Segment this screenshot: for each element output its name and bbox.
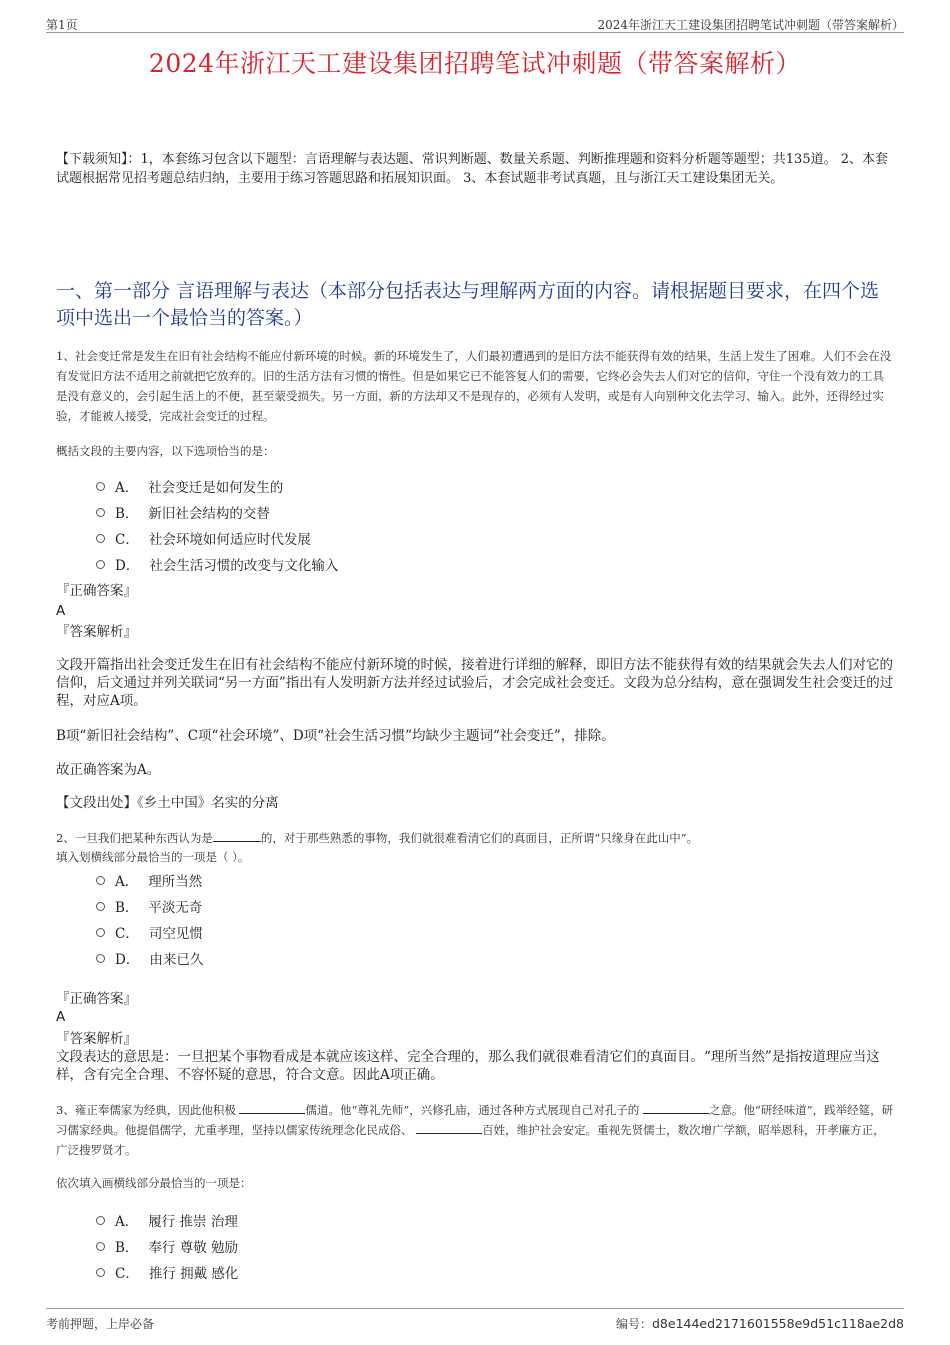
q2-option-a[interactable]: A． 理所当然: [96, 867, 203, 893]
q1-options: [96, 473, 338, 577]
q1-option-b[interactable]: B． 新旧社会结构的交替: [96, 499, 338, 525]
section-heading: 一、第一部分 言语理解与表达（本部分包括表达与理解两方面的内容。请根据题目要求，在四个选项中选出一个最恰当的答案。）: [56, 280, 880, 329]
radio-icon[interactable]: [96, 876, 105, 885]
q3-blank-1: [239, 1100, 305, 1114]
q3-blank-2: [643, 1100, 709, 1114]
q1-option-d[interactable]: D． 社会生活习惯的改变与文化输入: [96, 551, 338, 577]
radio-icon[interactable]: [96, 1242, 105, 1251]
q2-analysis: 文段表达的意思是：一旦把某个事物看成是本就应该这样、完全合理的，那么我们就很难看清它们的真面目。“理所当然”是指按道理应当这样，含有完全合理、不容怀疑的意思，符合文意。因此A项正确。: [56, 1049, 880, 1083]
q1-passage: 1、社会变迁常是发生在旧有社会结构不能应付新环境的时候。新的环境发生了，人们最初遭遇到的是旧方法不能获得有效的结果，生活上发生了困难。人们不会在没有发觉旧方法不适用之前就把它放弃的。旧的生活方法有习惯的惰性。但是如果它已不能答复人们的需要，它终必会失去人们对它的信仰，守住一个没有效力的工具是没有意义的，会引起生活上的不便，甚至蒙受损失。另一方面，新的方法却又不是现存的，必须有人发明，或是有人向别种文化去学习、输入。此外，还得经过实验，才能被人接受，完成社会变迁的过程。: [56, 349, 892, 423]
radio-icon[interactable]: [96, 1268, 105, 1277]
q1-answer-heading: 『正确答案』: [56, 583, 137, 599]
footer-code: 编号：d8e144ed2171601558e9d51c118ae2d8: [615, 1316, 904, 1331]
q1-analysis-2: B项“新旧社会结构”、C项“社会环境”、D项“社会生活习惯”均缺少主题词“社会变迁”，排除。: [56, 728, 615, 744]
page-number: 第1页: [46, 18, 78, 32]
page-footer: [46, 1308, 904, 1333]
footer-slogan: 考前押题，上岸必备: [46, 1317, 155, 1331]
q2-answer-heading: 『正确答案』: [56, 991, 137, 1007]
radio-icon[interactable]: [96, 508, 105, 517]
q1-option-a[interactable]: A． 社会变迁是如何发生的: [96, 473, 338, 499]
q2-answer: A: [56, 1009, 66, 1025]
q1-option-c[interactable]: C． 社会环境如何适应时代发展: [96, 525, 338, 551]
q3-options: [96, 1207, 238, 1285]
q1-source: 【文段出处】《乡土中国》名实的分离: [56, 795, 279, 811]
q1-analysis-heading: 『答案解析』: [56, 624, 137, 640]
q2-option-d[interactable]: D． 由来已久: [96, 945, 203, 971]
q3-passage: 3、雍正奉儒家为经典，因此他积极 儒道。他“尊礼先师”，兴修孔庙，通过各种方式展现自己对孔子的 之意。他“研经味道”，践举经筵，研习儒家经典。他提倡儒学，尤重孝理，坚持以儒家传统理念化民成俗、 百姓，维护社会安定。重视先贤儒士，数次增广学额，昭举恩科，开孝廉方正，广泛搜罗贤才。: [56, 1100, 894, 1160]
download-notice: 【下载须知】：1，本套练习包含以下题型：言语理解与表达题、常识判断题、数量关系题、判断推理题和资料分析题等题型；共135道。 2、本套试题根据常见招考题总结归纳，主要用于练习答题思路和拓展知识面。 3、本套试题非考试真题，且与浙江天工建设集团无关。: [56, 152, 888, 186]
page-header: [46, 14, 904, 33]
q1-analysis-3: 故正确答案为A。: [56, 762, 161, 778]
q2-options: [96, 867, 203, 971]
radio-icon[interactable]: [96, 954, 105, 963]
radio-icon[interactable]: [96, 560, 105, 569]
q2-analysis-heading: 『答案解析』: [56, 1031, 137, 1047]
radio-icon[interactable]: [96, 1216, 105, 1225]
q2-passage: 2、一旦我们把某种东西认为是 的，对于那些熟悉的事物，我们就很难看清它们的真面目，正所谓“只缘身在此山中”。: [56, 828, 894, 848]
radio-icon[interactable]: [96, 534, 105, 543]
radio-icon[interactable]: [96, 902, 105, 911]
radio-icon[interactable]: [96, 928, 105, 937]
document-title: 2024年浙江天工建设集团招聘笔试冲刺题（带答案解析）: [148, 49, 802, 78]
q1-analysis-1: 文段开篇指出社会变迁发生在旧有社会结构不能应付新环境的时候，接着进行详细的解释，即旧方法不能获得有效的结果就会失去人们对它的信仰，后文通过并列关联词“另一方面”指出有人发明新方法并经过试验后，才会完成社会变迁。文段为总分结构，意在强调发生社会变迁的过程，对应A项。: [56, 657, 894, 709]
q2-option-b[interactable]: B． 平淡无奇: [96, 893, 203, 919]
q2-option-c[interactable]: C． 司空见惯: [96, 919, 203, 945]
q3-option-b[interactable]: B． 奉行 尊敬 勉励: [96, 1233, 238, 1259]
header-doc-title: 2024年浙江天工建设集团招聘笔试冲刺题（带答案解析）: [597, 18, 904, 32]
radio-icon[interactable]: [96, 482, 105, 491]
q3-option-c[interactable]: C． 推行 拥戴 感化: [96, 1259, 238, 1285]
q2-blank: [213, 828, 261, 842]
q1-prompt: 概括文段的主要内容，以下选项恰当的是：: [56, 444, 275, 458]
q3-blank-3: [416, 1120, 482, 1134]
q2-prompt: 填入划横线部分最恰当的一项是（ ）。: [56, 850, 250, 864]
q3-prompt: 依次填入画横线部分最恰当的一项是：: [56, 1176, 252, 1190]
q3-option-a[interactable]: A． 履行 推崇 治理: [96, 1207, 238, 1233]
q1-answer: A: [56, 603, 66, 619]
